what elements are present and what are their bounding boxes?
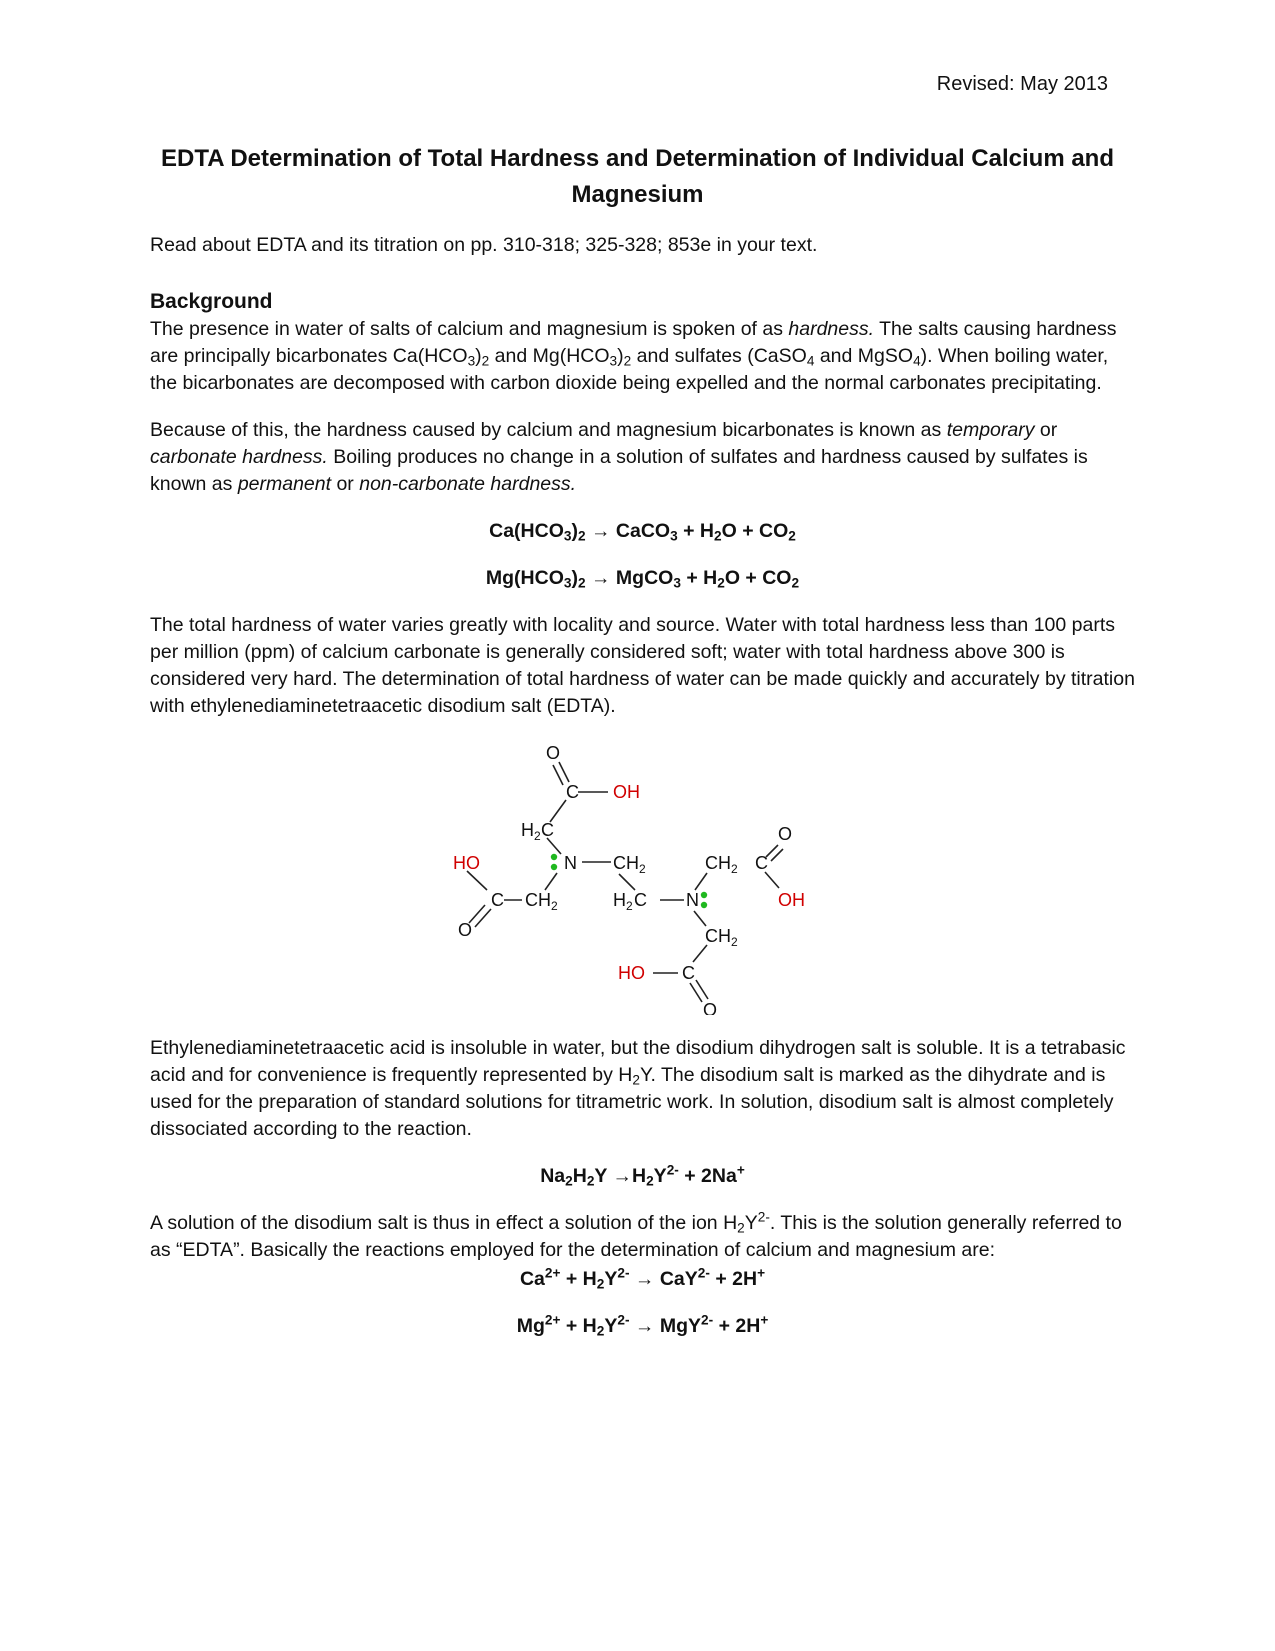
- paragraph-total-hardness: The total hardness of water varies greatly with locality and source. Water with total hardness less than 100 parts per million (ppm) of calcium carbonate is generally considered soft; water with total hardness above 300 is considered very hard. The determination of total hardness of water can be made quickly and accurately by titration with ethylenediaminetetraacetic disodium salt (EDTA).: [150, 614, 1135, 717]
- equation-calcium-edta: $Ca^{2+} + H_2Y^{2-} \to CaY^{2-} + 2H^+$: [519, 1265, 766, 1292]
- structure-label: N: [685, 890, 699, 910]
- structure-label: 2: [730, 935, 738, 949]
- structure-label: O: [702, 1000, 717, 1015]
- section-heading-background: Background: [150, 290, 273, 313]
- equation-magnesium-bicarbonate: $Mg(HCO_3)_2$ → MgCO$_3$ + $H_2O + CO_2$: [485, 567, 800, 591]
- structure-label: 2: [625, 899, 633, 913]
- structure-label: C: [681, 963, 695, 983]
- structure-label: HO: [617, 963, 645, 983]
- structure-label: O: [545, 743, 560, 763]
- paragraph-edta-ion: A solution of the disodium salt is thus in effect a solution of the ion $H_2Y^{2-}$. This is the solution generally referred to as “EDTA”. Basically the reactions employed for the determination of calcium and magnesium are:: [150, 1209, 1122, 1261]
- equation-calcium-bicarbonate: $Ca(HCO_3)_2$ → CaCO$_3$ + $H_2O + CO_2$: [489, 520, 796, 544]
- structure-label: CH: [704, 926, 731, 946]
- equation-group-dissociation: [150, 1163, 1135, 1190]
- structure-label: 2: [638, 862, 646, 876]
- structure-label: N: [563, 853, 577, 873]
- lone-pair-dot: [550, 864, 556, 870]
- structure-label: OH: [777, 890, 805, 910]
- equation-disodium-dissociation: $Na_2H_2Y \to H_2Y^{2-} + 2Na^+$: [540, 1162, 745, 1189]
- structure-label: C: [490, 890, 504, 910]
- structure-label: CH: [704, 853, 731, 873]
- page-title: EDTA Determination of Total Hardness and Determination of Individual Calcium and Magnesium: [161, 145, 1114, 208]
- equation-group-complexation: [150, 1266, 1135, 1340]
- structure-label: 2: [730, 862, 738, 876]
- structure-label: OH: [612, 782, 640, 802]
- structure-label: C: [540, 820, 554, 840]
- structure-label: 2: [550, 899, 558, 913]
- paragraph-edta-salt: Ethylenediaminetetraacetic acid is insoluble in water, but the disodium dihydrogen salt is soluble. It is a tetrabasic acid and for convenience is frequently represented by $H_2Y$. The disodium salt is marked as the dihydrate and is used for the preparation of standard solutions for titrametric work. In solution, disodium salt is almost completely dissociated according to the reaction.: [150, 1037, 1126, 1140]
- equation-magnesium-edta: $Mg^{2+} + H_2Y^{2-} \to MgY^{2-} + 2H^+$: [516, 1312, 769, 1339]
- intro-text: Read about EDTA and its titration on pp. 310-318; 325-328; 853e in your text.: [150, 234, 818, 256]
- structure-label: H: [520, 820, 534, 840]
- structure-label: H: [612, 890, 626, 910]
- lone-pair-dot: [700, 902, 706, 908]
- structure-label: C: [633, 890, 647, 910]
- structure-label: O: [457, 920, 472, 940]
- structure-label: 2: [533, 829, 541, 843]
- structure-label: C: [754, 853, 768, 873]
- equation-group-bicarbonates: [150, 518, 1135, 592]
- paragraph-hardness-intro: The presence in water of salts of calcium and magnesium is spoken of as hardness. The salts causing hardness are principally bicarbonates $Ca(HCO_3)_2$ and $Mg(HCO_3)_2$ and sulfates (CaSO$_4$ and MgSO$_4$). When boiling water, the bicarbonates are decomposed with carbon dioxide being expelled and the normal carbonates precipitating.: [150, 318, 1117, 394]
- paragraph-temporary-hardness: Because of this, the hardness caused by calcium and magnesium bicarbonates is known as temporary or carbonate hardness. Boiling produces no change in a solution of sulfates and hardness caused by sulfates is known as permanent or non-carbonate hardness.: [150, 419, 1088, 495]
- structure-label: HO: [452, 853, 480, 873]
- structure-label: C: [565, 782, 579, 802]
- main-content: [150, 280, 1135, 1360]
- structure-label: CH: [612, 853, 639, 873]
- lone-pair-dot: [700, 892, 706, 898]
- structure-label: O: [777, 824, 792, 844]
- revised-date: Revised: May 2013: [936, 73, 1108, 95]
- structure-label: CH: [524, 890, 551, 910]
- edta-structure-diagram: [453, 740, 833, 1015]
- lone-pair-dot: [550, 854, 556, 860]
